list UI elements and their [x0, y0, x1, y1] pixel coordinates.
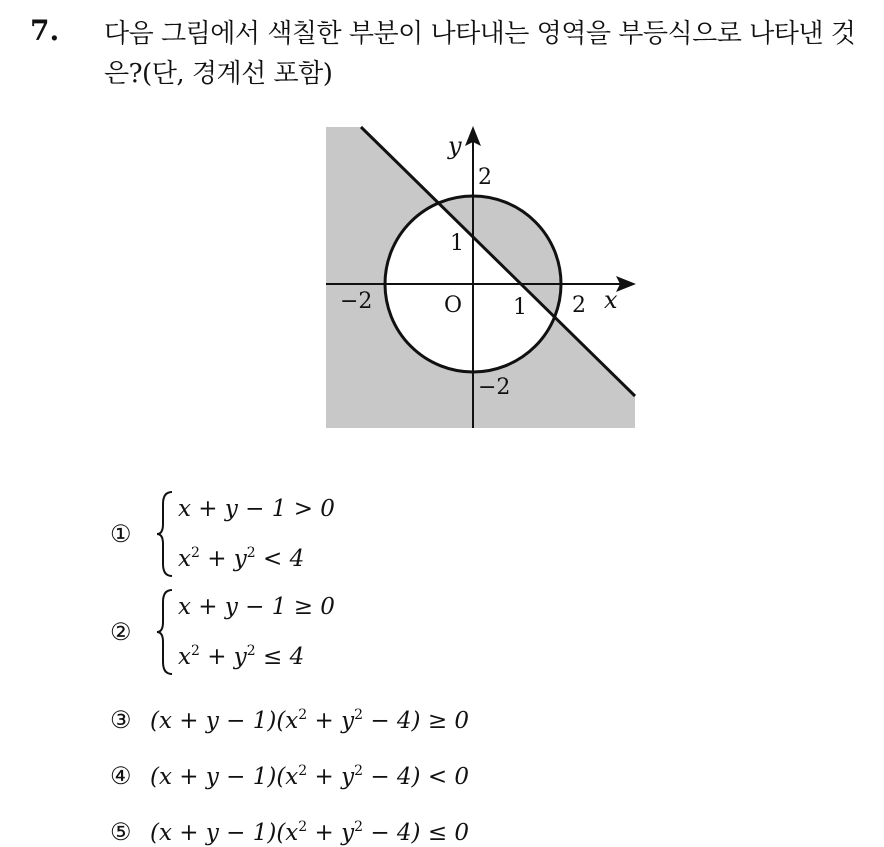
choice-4-expression: $(x + y - 1)(x^2 + y^2 - 4) < 0$: [150, 762, 470, 790]
choice-2[interactable]: [110, 588, 335, 676]
choice-3[interactable]: [110, 706, 469, 734]
choice-4-marker: ④: [110, 762, 132, 790]
choice-1-line1: x + y − 1 > 0: [178, 496, 335, 522]
brace-icon: [156, 588, 176, 676]
choice-2-line2: $x^2 + y^2 \le 4$: [178, 643, 305, 670]
tick-y-1: 1: [450, 231, 464, 256]
choice-5[interactable]: [110, 818, 469, 846]
choice-3-marker: ③: [110, 706, 132, 734]
graph-svg: [326, 122, 638, 428]
origin-label: O: [444, 293, 463, 318]
choice-2-line1: x + y − 1 ≥ 0: [178, 594, 335, 620]
choice-5-expression: $(x + y - 1)(x^2 + y^2 - 4) \le 0$: [150, 818, 470, 846]
tick-x-neg2: −2: [340, 289, 373, 314]
tick-x-2: 2: [572, 293, 586, 318]
question-number: 7.: [30, 14, 60, 47]
brace-icon: [156, 490, 176, 578]
choice-1-line2: $x^2 + y^2 < 4$: [178, 545, 305, 572]
tick-y-neg2: −2: [478, 375, 511, 400]
tick-x-1: 1: [513, 295, 527, 320]
choice-4[interactable]: [110, 762, 469, 790]
x-axis-label: x: [604, 286, 618, 314]
choice-1[interactable]: [110, 490, 335, 578]
y-axis-label: y: [448, 132, 462, 160]
choice-3-expression: $(x + y - 1)(x^2 + y^2 - 4) \ge 0$: [150, 706, 470, 734]
choice-1-system: [178, 490, 335, 578]
choice-2-marker: ②: [110, 618, 132, 646]
region-graph: [326, 122, 638, 428]
question-text: 다음 그림에서 색칠한 부분이 나타내는 영역을 부등식으로 나타낸 것은?(단, 경계선 포함): [104, 19, 856, 89]
tick-y-2: 2: [478, 165, 492, 190]
choice-2-system: [178, 588, 335, 676]
choice-5-marker: ⑤: [110, 818, 132, 846]
choice-1-marker: ①: [110, 520, 132, 548]
